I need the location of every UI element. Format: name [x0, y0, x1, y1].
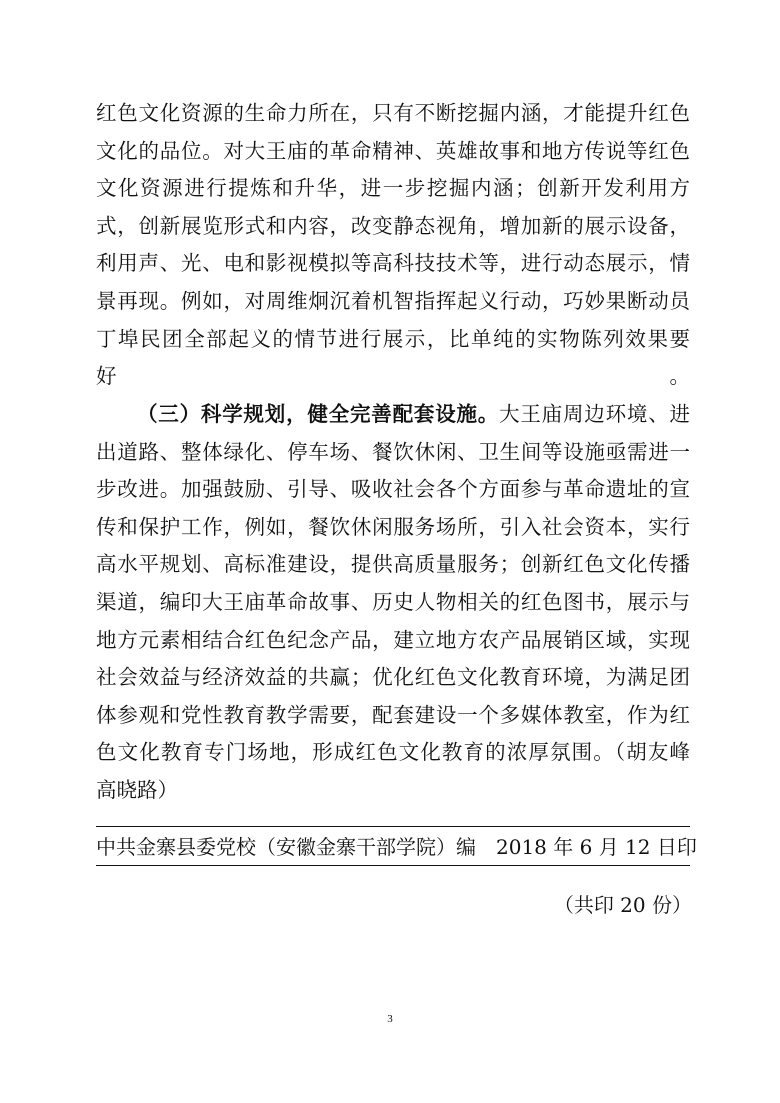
page-number: 3 — [387, 1013, 393, 1025]
footer-rule-bottom — [96, 865, 690, 866]
footer-rule-top — [96, 826, 690, 827]
print-copies-note: （共印 20 份） — [553, 893, 692, 917]
body-paragraph-2 — [96, 396, 711, 810]
section-text: 大王庙周边环境、进出道路、整体绿化、停车场、餐饮休闲、卫生间等设施亟需进一步改进。加强鼓励、引导、吸收社会各个方面参与革命遗址的宣传和保护工作，例如，餐饮休闲服务场所，引入社会资本，实行高水平规划、高标准建设，提供高质量服务；创新红色文化传播渠道，编印大王庙革命故事、历史人物相关的红色图书，展示与地方元素相结合红色纪念产品，建立地方农产品展销区域，实现社会效益与经济效益的共赢；优化红色文化教育环境，为满足团体参观和党性教育教学需要，配套建设一个多媒体教室，作为红色文化教育专门场地，形成红色文化教育的浓厚氛围。（胡友峰 高晓路） — [96, 402, 711, 802]
footer-publisher-line: 中共金寨县委党校（安徽金寨干部学院）编 2018 年 6 月 12 日印 — [96, 835, 697, 859]
section-heading: （三）科学规划，健全完善配套设施。 — [137, 402, 500, 426]
body-paragraph-1: 红色文化资源的生命力所在，只有不断挖掘内涵，才能提升红色文化的品位。对大王庙的革命精神、英雄故事和地方传说等红色文化资源进行提炼和升华，进一步挖掘内涵；创新开发利用方式，创新展览形式和内容，改变静态视角，增加新的展示设备，利用声、光、电和影视模拟等高科技技术等，进行动态展示，情景再现。例如，对周维炯沉着机智指挥起义行动，巧妙果断动员丁埠民团全部起义的情节进行展示，比单纯的实物陈列效果要好。 — [96, 101, 690, 389]
